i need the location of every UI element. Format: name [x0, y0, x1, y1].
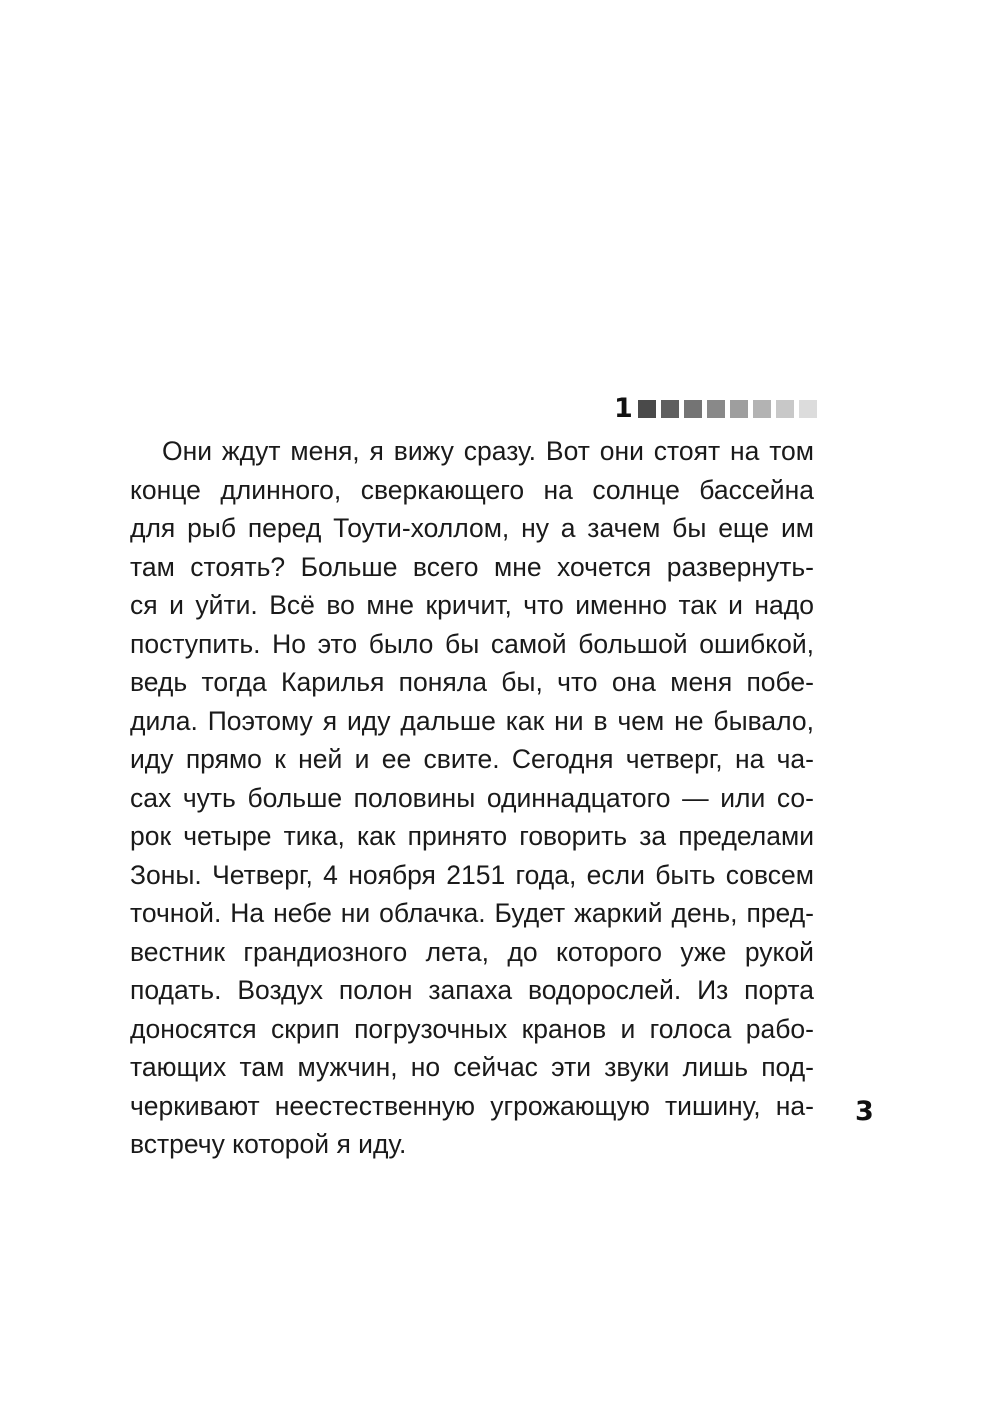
- text-line: ся и уйти. Всё во мне кричит, что именно так и надо: [130, 590, 814, 620]
- chapter-square: [776, 400, 794, 418]
- text-line: Зоны. Четверг, 4 ноября 2151 года, если быть совсем: [130, 859, 814, 890]
- text-line: там стоять? Больше всего мне хочется развернуть-: [130, 551, 814, 582]
- text-line: для рыб перед Тоути-холлом, ну а зачем бы еще им: [130, 513, 814, 543]
- chapter-number: 1: [614, 393, 632, 424]
- text-line: точной. На небе ни облачка. Будет жаркий день, пред-: [130, 898, 814, 928]
- text-line: встречу которой я иду.: [130, 1129, 407, 1159]
- text-line: Они ждут меня, я вижу сразу. Вот они стоят на том: [162, 436, 814, 466]
- text-line: тающих там мужчин, но сейчас эти звуки лишь под-: [130, 1052, 814, 1082]
- chapter-square: [661, 400, 679, 418]
- body-paragraph: [130, 432, 814, 1164]
- text-line: черкивают неестественную угрожающую тишину, на-: [130, 1090, 814, 1121]
- chapter-square: [684, 400, 702, 418]
- text-line: поступить. Но это было бы самой большой ошибкой,: [130, 628, 814, 659]
- chapter-square: [799, 400, 817, 418]
- chapter-progress-squares: [638, 400, 817, 418]
- chapter-square: [638, 400, 656, 418]
- text-line: конце длинного, сверкающего на солнце бассейна: [130, 474, 814, 505]
- page-number: 3: [855, 1096, 874, 1127]
- text-line: иду прямо к ней и ее свите. Сегодня четверг, на ча-: [130, 744, 814, 774]
- chapter-square: [707, 400, 725, 418]
- text-line: рок четыре тика, как принято говорить за пределами: [130, 821, 814, 851]
- text-line: сах чуть больше половины одиннадцатого — или со-: [130, 782, 814, 813]
- text-line: подать. Воздух полон запаха водорослей. Из порта: [130, 975, 814, 1005]
- chapter-square: [730, 400, 748, 418]
- text-line: ведь тогда Карилья поняла бы, что она меня побе-: [130, 667, 814, 697]
- text-line: доносятся скрип погрузочных кранов и голоса рабо-: [130, 1013, 814, 1044]
- text-line: дила. Поэтому я иду дальше как ни в чем не бывало,: [130, 705, 814, 736]
- chapter-marker: [614, 393, 817, 424]
- chapter-square: [753, 400, 771, 418]
- text-line: вестник грандиозного лета, до которого уже рукой: [130, 936, 814, 967]
